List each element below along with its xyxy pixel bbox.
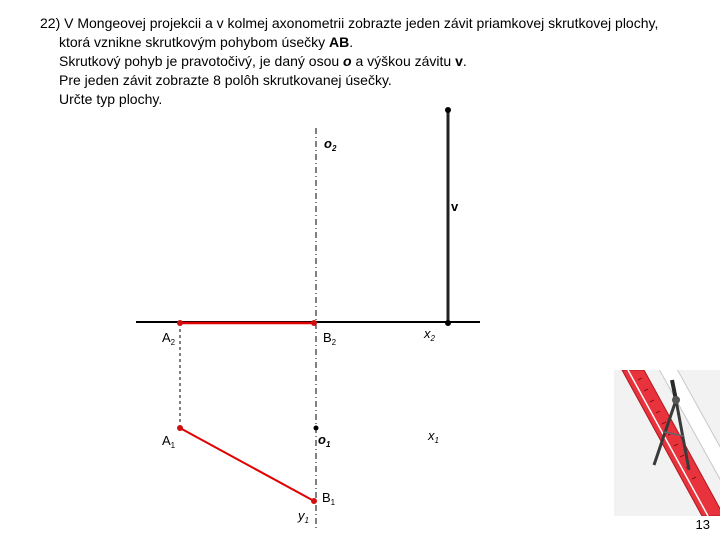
height-v-top-point [445, 107, 451, 113]
task-line-2: ktorá vznikne skrutkovým pohybom úsečky AB. [59, 34, 354, 50]
point-a2 [177, 320, 183, 326]
point-o1 [314, 426, 319, 431]
label-o2: $o_2$ [324, 136, 337, 153]
point-b2 [311, 320, 317, 326]
task-line-3: Skrutkový pohyb je pravotočivý, je daný osou o a výškou závitu v. [59, 53, 467, 69]
label-b2: $B_2$ [323, 330, 337, 347]
height-v-bottom-point [445, 320, 451, 326]
label-b1: $B_1$ [322, 490, 336, 507]
label-a1: $A_1$ [162, 433, 176, 450]
drawing-tools-image [614, 370, 720, 516]
label-y1: $y_1$ [298, 508, 309, 525]
label-o1: $o_1$ [318, 432, 331, 449]
point-a1 [177, 425, 183, 431]
task-line-5: Určte typ plochy. [59, 91, 163, 107]
label-a2: $A_2$ [162, 330, 176, 347]
task-line-4: Pre jeden závit zobrazte 8 polôh skrutkovanej úsečky. [59, 72, 392, 88]
label-x2: $x_2$ [424, 326, 435, 343]
point-b1 [311, 498, 317, 504]
label-v: v [451, 199, 459, 214]
page-number: 13 [695, 517, 710, 532]
task-line-1: 22) V Mongeovej projekcii a v kolmej axonometrii zobrazte jeden závit priamkovej skrutkovej plochy, [40, 15, 659, 31]
label-x1: $x_1$ [428, 428, 439, 445]
segment-a1b1 [180, 428, 314, 501]
